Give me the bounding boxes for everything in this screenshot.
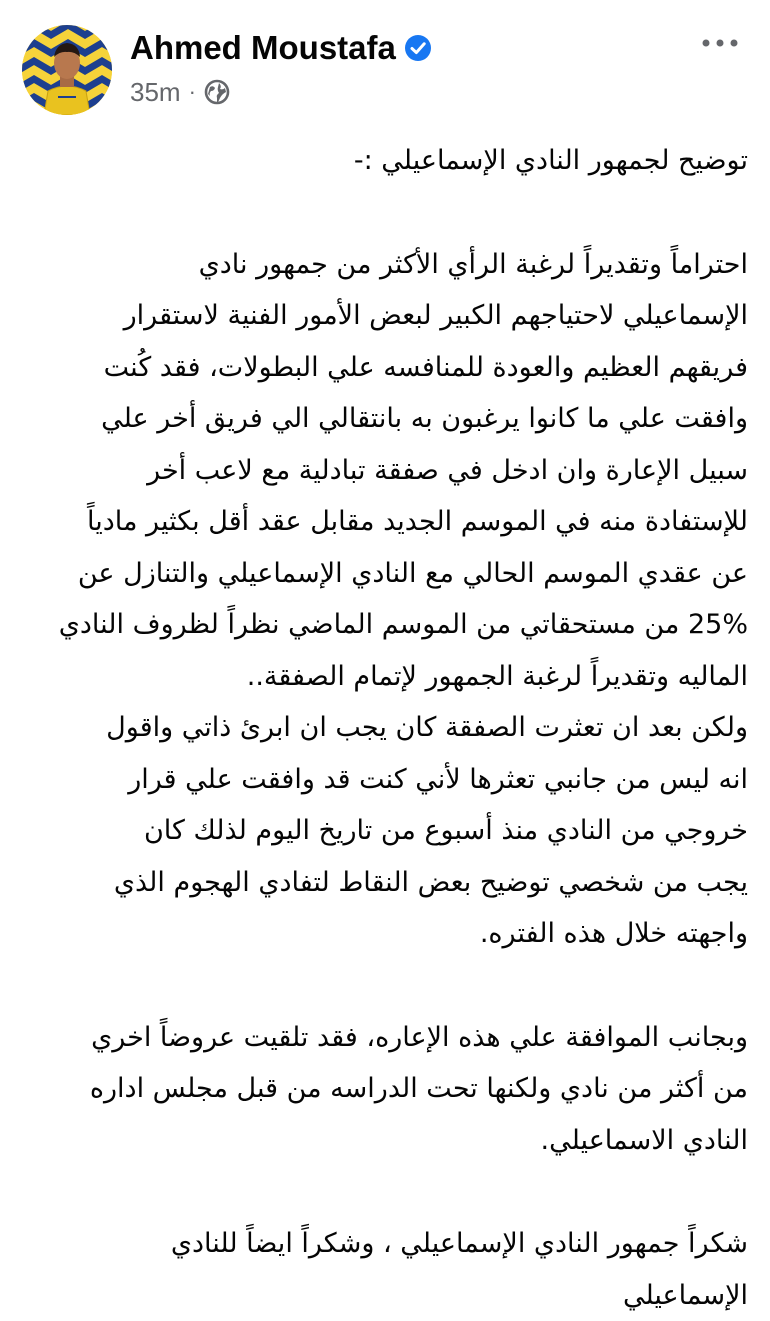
post-paragraph: شكراً جمهور النادي الإسماعيلي ، وشكراً ايضاً للنادي الإسماعيلي: [170, 1228, 748, 1311]
author-row: [130, 26, 432, 70]
post-body: [30, 135, 748, 1311]
author-name[interactable]: Ahmed Moustafa: [130, 29, 396, 66]
globe-icon[interactable]: [204, 79, 230, 105]
post-paragraph-heading: توضيح لجمهور النادي الإسماعيلي :-: [353, 145, 748, 176]
post-timestamp[interactable]: 35m: [130, 76, 181, 107]
post-paragraph: وبجانب الموافقة علي هذه الإعاره، فقد تلقيت عروضاً اخري من أكثر من نادي ولكنها تحت الدراسه من قبل مجلس اداره النادي الاسماعيلي.: [89, 1021, 748, 1156]
post-header: [0, 0, 770, 130]
meta-separator: ·: [188, 79, 196, 104]
author-avatar[interactable]: [22, 25, 112, 115]
more-options-button[interactable]: [698, 28, 742, 58]
post-meta: [130, 74, 230, 110]
player-avatar-icon: [22, 25, 112, 115]
verified-badge-icon: [404, 34, 432, 62]
post-paragraph: احتراماً وتقديراً لرغبة الرأي الأكثر من جمهور نادي الإسماعيلي لاحتياجهم الكبير لبعض الأمور الفنية لاستقرار فريقهم العظيم والعودة للمنافسه علي البطولات، فقد كُنت وافقت علي ما كانوا يرغبون به بانتقالي الي فريق أخر علي سبيل الإعارة وان ادخل في صفقة تبادلية مع لاعب أخر للإستفادة منه في الموسم الجديد مقابل عقد أقل بكثير مادياً عن عقدي الموسم الحالي مع النادي الإسماعيلي والتنازل عن 25% من مستحقاتي من الموسم الماضي نظراً لظروف النادي الماليه وتقديراً لرغبة الجمهور لإتمام الصفقة.. ولكن بعد ان تعثرت الصفقة كان يجب ان ابرئ ذاتي واقول انه ليس من جانبي تعثرها لأني كنت قد وافقت علي قرار خروجي من النادي منذ أسبوع من تاريخ اليوم لذلك كان يجب من شخصي توضيح بعض النقاط لتفادي الهجوم الذي واجهته خلال هذه الفتره.: [58, 248, 748, 949]
more-options-icon: [700, 38, 740, 48]
